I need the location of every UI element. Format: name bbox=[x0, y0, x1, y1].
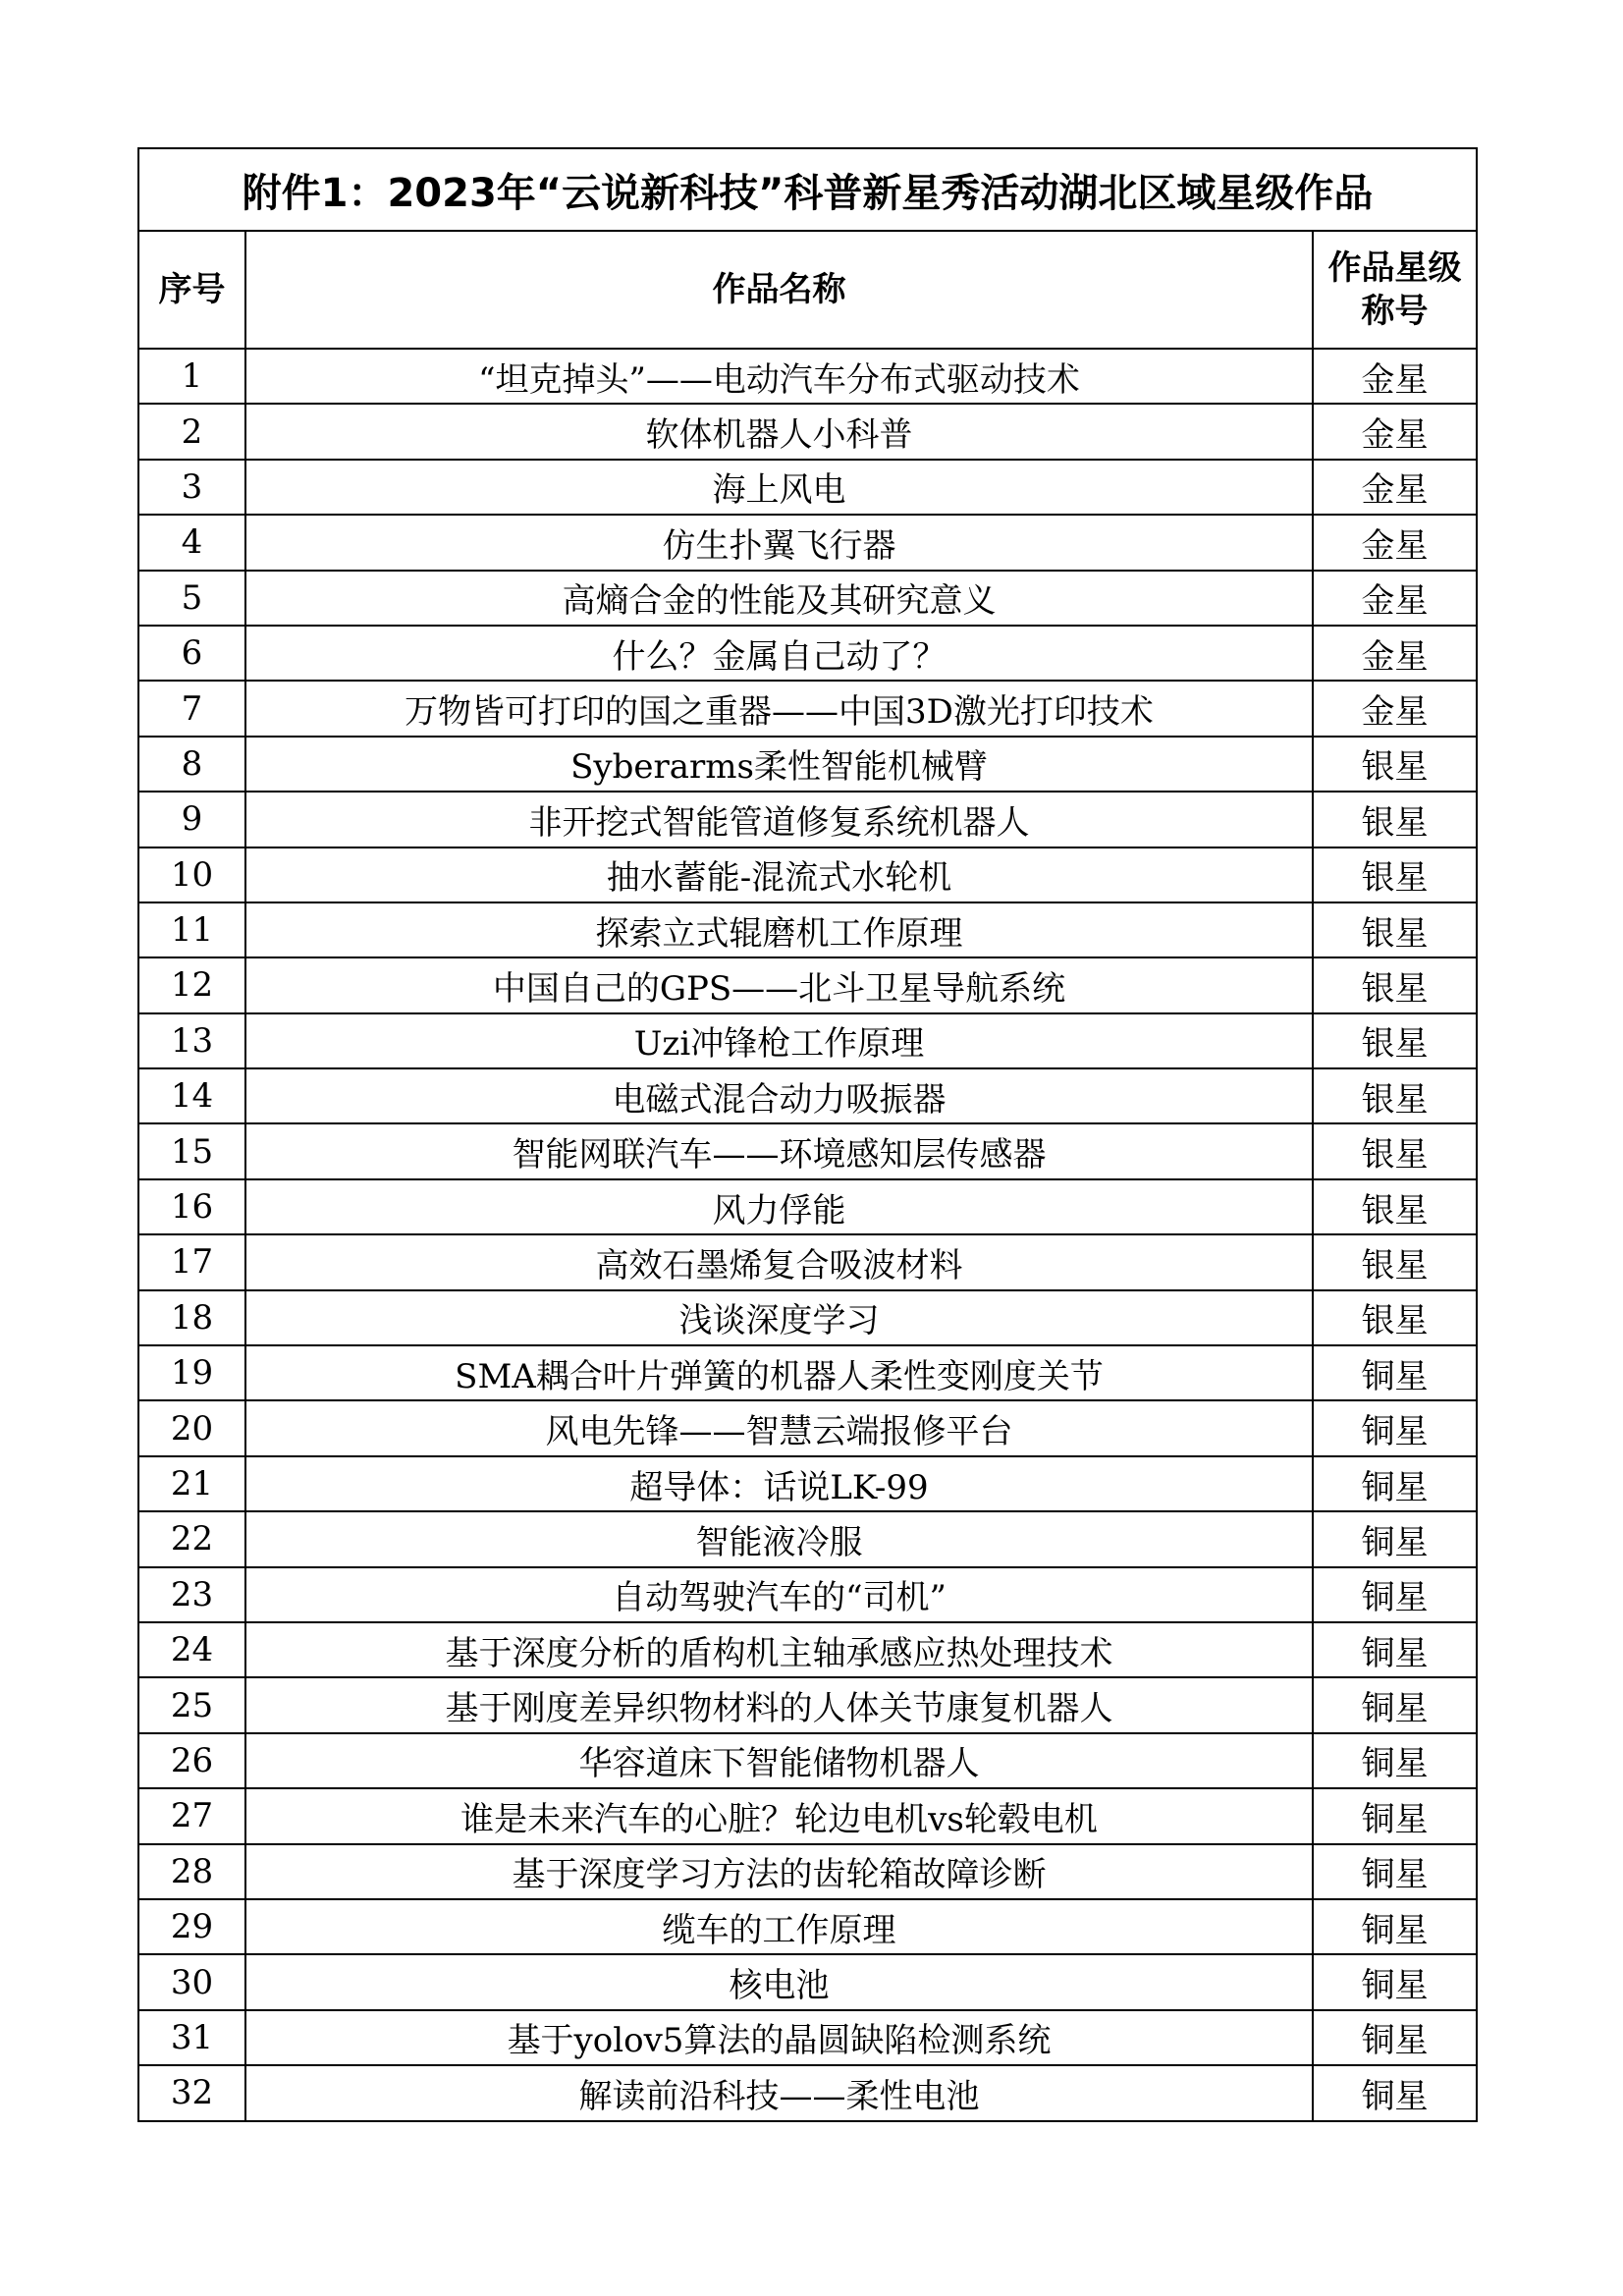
row-work-name: SMA耦合叶片弹簧的机器人柔性变刚度关节 bbox=[245, 1345, 1313, 1400]
row-number: 18 bbox=[138, 1290, 245, 1345]
row-number: 17 bbox=[138, 1234, 245, 1289]
row-number: 11 bbox=[138, 902, 245, 957]
row-number: 32 bbox=[138, 2065, 245, 2120]
row-star-rating: 铜星 bbox=[1313, 1954, 1477, 2009]
row-number: 10 bbox=[138, 847, 245, 902]
row-number: 22 bbox=[138, 1511, 245, 1566]
row-star-rating: 铜星 bbox=[1313, 1788, 1477, 1843]
row-work-name: 非开挖式智能管道修复系统机器人 bbox=[245, 792, 1313, 847]
table-row bbox=[138, 1179, 1477, 1234]
row-work-name: 万物皆可打印的国之重器——中国3D激光打印技术 bbox=[245, 681, 1313, 736]
row-number: 15 bbox=[138, 1123, 245, 1178]
table-row bbox=[138, 1844, 1477, 1899]
row-number: 5 bbox=[138, 571, 245, 626]
row-star-rating: 金星 bbox=[1313, 515, 1477, 570]
table-row bbox=[138, 1400, 1477, 1455]
table-row bbox=[138, 737, 1477, 792]
table-body bbox=[138, 148, 1477, 2121]
row-number: 25 bbox=[138, 1677, 245, 1732]
row-star-rating: 银星 bbox=[1313, 1013, 1477, 1068]
title-row bbox=[138, 148, 1477, 231]
row-work-name: 超导体：话说LK-99 bbox=[245, 1456, 1313, 1511]
table-row bbox=[138, 1456, 1477, 1511]
row-number: 27 bbox=[138, 1788, 245, 1843]
row-work-name: “坦克掉头”——电动汽车分布式驱动技术 bbox=[245, 349, 1313, 404]
row-work-name: 高熵合金的性能及其研究意义 bbox=[245, 571, 1313, 626]
row-work-name: 风电先锋——智慧云端报修平台 bbox=[245, 1400, 1313, 1455]
row-number: 8 bbox=[138, 737, 245, 792]
table-row bbox=[138, 1234, 1477, 1289]
row-number: 6 bbox=[138, 626, 245, 681]
table-row bbox=[138, 1567, 1477, 1622]
row-star-rating: 铜星 bbox=[1313, 1567, 1477, 1622]
row-work-name: Syberarms柔性智能机械臂 bbox=[245, 737, 1313, 792]
table-row bbox=[138, 2010, 1477, 2065]
table-row bbox=[138, 1345, 1477, 1400]
row-work-name: 核电池 bbox=[245, 1954, 1313, 2009]
table-title: 附件1：2023年“云说新科技”科普新星秀活动湖北区域星级作品 bbox=[138, 148, 1477, 231]
row-star-rating: 银星 bbox=[1313, 1068, 1477, 1123]
row-number: 14 bbox=[138, 1068, 245, 1123]
row-work-name: 电磁式混合动力吸振器 bbox=[245, 1068, 1313, 1123]
table-row bbox=[138, 571, 1477, 626]
table-row bbox=[138, 1290, 1477, 1345]
table-row bbox=[138, 1788, 1477, 1843]
row-number: 2 bbox=[138, 404, 245, 459]
row-number: 29 bbox=[138, 1899, 245, 1954]
row-star-rating: 铜星 bbox=[1313, 1400, 1477, 1455]
table-row bbox=[138, 1123, 1477, 1178]
row-work-name: 基于深度分析的盾构机主轴承感应热处理技术 bbox=[245, 1622, 1313, 1677]
row-star-rating: 银星 bbox=[1313, 792, 1477, 847]
row-work-name: 基于刚度差异织物材料的人体关节康复机器人 bbox=[245, 1677, 1313, 1732]
row-number: 16 bbox=[138, 1179, 245, 1234]
row-work-name: 谁是未来汽车的心脏？轮边电机vs轮毂电机 bbox=[245, 1788, 1313, 1843]
table-row bbox=[138, 902, 1477, 957]
row-number: 4 bbox=[138, 515, 245, 570]
table-row bbox=[138, 1511, 1477, 1566]
row-star-rating: 金星 bbox=[1313, 626, 1477, 681]
header-row bbox=[138, 231, 1477, 349]
table-row bbox=[138, 847, 1477, 902]
row-number: 28 bbox=[138, 1844, 245, 1899]
row-number: 3 bbox=[138, 460, 245, 515]
row-star-rating: 铜星 bbox=[1313, 1677, 1477, 1732]
row-star-rating: 铜星 bbox=[1313, 1622, 1477, 1677]
table-row bbox=[138, 1733, 1477, 1788]
table-row bbox=[138, 1013, 1477, 1068]
table-row bbox=[138, 792, 1477, 847]
row-number: 23 bbox=[138, 1567, 245, 1622]
table-row bbox=[138, 460, 1477, 515]
row-number: 24 bbox=[138, 1622, 245, 1677]
table-row bbox=[138, 1899, 1477, 1954]
row-work-name: 缆车的工作原理 bbox=[245, 1899, 1313, 1954]
row-work-name: 浅谈深度学习 bbox=[245, 1290, 1313, 1345]
row-work-name: 华容道床下智能储物机器人 bbox=[245, 1733, 1313, 1788]
row-work-name: 探索立式辊磨机工作原理 bbox=[245, 902, 1313, 957]
row-work-name: 自动驾驶汽车的“司机” bbox=[245, 1567, 1313, 1622]
row-number: 9 bbox=[138, 792, 245, 847]
table-row bbox=[138, 349, 1477, 404]
row-number: 13 bbox=[138, 1013, 245, 1068]
table-row bbox=[138, 1068, 1477, 1123]
row-star-rating: 铜星 bbox=[1313, 1899, 1477, 1954]
row-work-name: 中国自己的GPS——北斗卫星导航系统 bbox=[245, 957, 1313, 1012]
row-work-name: 智能液冷服 bbox=[245, 1511, 1313, 1566]
row-work-name: 仿生扑翼飞行器 bbox=[245, 515, 1313, 570]
row-star-rating: 银星 bbox=[1313, 957, 1477, 1012]
row-work-name: 软体机器人小科普 bbox=[245, 404, 1313, 459]
table-row bbox=[138, 1622, 1477, 1677]
table-row bbox=[138, 2065, 1477, 2120]
row-star-rating: 铜星 bbox=[1313, 1511, 1477, 1566]
row-work-name: 智能网联汽车——环境感知层传感器 bbox=[245, 1123, 1313, 1178]
row-work-name: 高效石墨烯复合吸波材料 bbox=[245, 1234, 1313, 1289]
row-number: 26 bbox=[138, 1733, 245, 1788]
row-star-rating: 铜星 bbox=[1313, 1345, 1477, 1400]
header-number: 序号 bbox=[138, 231, 245, 349]
row-star-rating: 铜星 bbox=[1313, 1844, 1477, 1899]
header-name: 作品名称 bbox=[245, 231, 1313, 349]
table-row bbox=[138, 681, 1477, 736]
row-work-name: 风力俘能 bbox=[245, 1179, 1313, 1234]
row-star-rating: 银星 bbox=[1313, 1234, 1477, 1289]
row-number: 7 bbox=[138, 681, 245, 736]
row-star-rating: 银星 bbox=[1313, 1179, 1477, 1234]
row-number: 31 bbox=[138, 2010, 245, 2065]
row-star-rating: 金星 bbox=[1313, 681, 1477, 736]
row-star-rating: 铜星 bbox=[1313, 1733, 1477, 1788]
row-star-rating: 银星 bbox=[1313, 1123, 1477, 1178]
row-star-rating: 金星 bbox=[1313, 404, 1477, 459]
row-work-name: 抽水蓄能-混流式水轮机 bbox=[245, 847, 1313, 902]
row-work-name: 海上风电 bbox=[245, 460, 1313, 515]
works-table bbox=[137, 147, 1478, 2122]
row-work-name: Uzi冲锋枪工作原理 bbox=[245, 1013, 1313, 1068]
row-star-rating: 银星 bbox=[1313, 902, 1477, 957]
row-star-rating: 金星 bbox=[1313, 571, 1477, 626]
row-work-name: 解读前沿科技——柔性电池 bbox=[245, 2065, 1313, 2120]
row-star-rating: 银星 bbox=[1313, 1290, 1477, 1345]
row-work-name: 什么？金属自己动了？ bbox=[245, 626, 1313, 681]
row-star-rating: 金星 bbox=[1313, 460, 1477, 515]
row-star-rating: 银星 bbox=[1313, 737, 1477, 792]
table-row bbox=[138, 957, 1477, 1012]
row-star-rating: 铜星 bbox=[1313, 2010, 1477, 2065]
row-number: 30 bbox=[138, 1954, 245, 2009]
table-row bbox=[138, 404, 1477, 459]
row-number: 1 bbox=[138, 349, 245, 404]
header-star: 作品星级称号 bbox=[1313, 231, 1477, 349]
row-star-rating: 金星 bbox=[1313, 349, 1477, 404]
row-number: 12 bbox=[138, 957, 245, 1012]
row-star-rating: 铜星 bbox=[1313, 1456, 1477, 1511]
table-row bbox=[138, 1954, 1477, 2009]
row-work-name: 基于深度学习方法的齿轮箱故障诊断 bbox=[245, 1844, 1313, 1899]
table-row bbox=[138, 515, 1477, 570]
row-work-name: 基于yolov5算法的晶圆缺陷检测系统 bbox=[245, 2010, 1313, 2065]
row-number: 19 bbox=[138, 1345, 245, 1400]
row-number: 20 bbox=[138, 1400, 245, 1455]
row-star-rating: 铜星 bbox=[1313, 2065, 1477, 2120]
row-star-rating: 银星 bbox=[1313, 847, 1477, 902]
table-row bbox=[138, 626, 1477, 681]
row-number: 21 bbox=[138, 1456, 245, 1511]
table-row bbox=[138, 1677, 1477, 1732]
